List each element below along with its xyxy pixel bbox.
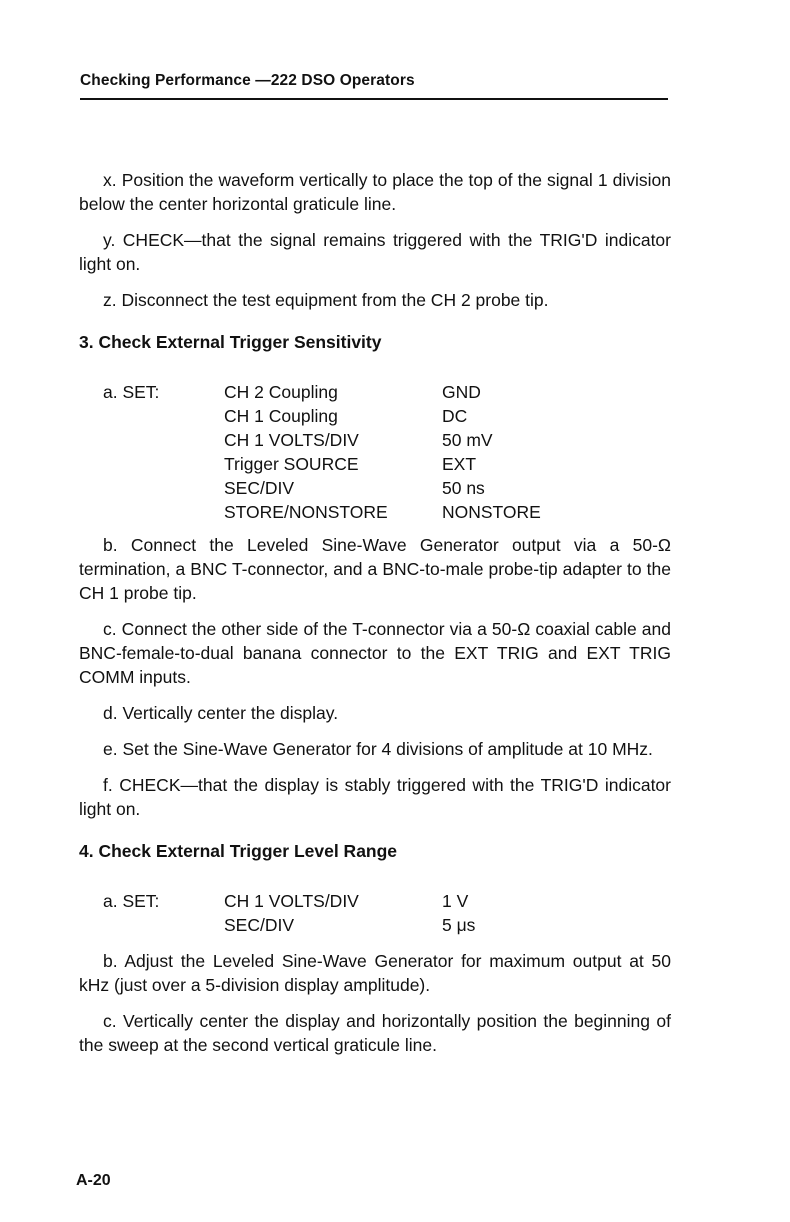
section-4-settings <box>103 889 671 937</box>
setting-param: CH 1 VOLTS/DIV <box>224 891 359 911</box>
page-content <box>79 168 671 1057</box>
setting-value: DC <box>442 406 468 426</box>
setting-value: 5 μs <box>442 915 476 935</box>
setting-param: STORE/NONSTORE <box>224 502 388 522</box>
settings-row <box>103 476 671 500</box>
step-3b: b. Connect the Leveled Sine-Wave Generator output via a 50-Ω termination, a BNC T-connector, and a BNC-to-male probe-tip adapter to the CH 1 probe tip. <box>79 535 671 603</box>
setting-param: CH 2 Coupling <box>224 382 338 402</box>
step-3c: c. Connect the other side of the T-connector via a 50-Ω coaxial cable and BNC-female-to-dual banana connector to the EXT TRIG and EXT TRIG COMM inputs. <box>79 619 671 687</box>
header-title: Checking Performance —222 DSO Operators <box>80 72 415 89</box>
settings-row <box>103 380 671 404</box>
page-number: A-20 <box>76 1172 111 1189</box>
setting-value: GND <box>442 382 481 402</box>
step-x: x. Position the waveform vertically to place the top of the signal 1 division below the center horizontal graticule line. <box>79 170 671 214</box>
setting-value: NONSTORE <box>442 502 541 522</box>
setting-value: 1 V <box>442 891 469 911</box>
settings-row <box>103 404 671 428</box>
setting-value: EXT <box>442 454 477 474</box>
step-3d: d. Vertically center the display. <box>103 703 339 723</box>
step-z: z. Disconnect the test equipment from the CH 2 probe tip. <box>103 290 549 310</box>
setting-param: SEC/DIV <box>224 915 295 935</box>
settings-row <box>103 500 671 524</box>
settings-row <box>103 428 671 452</box>
setting-param: SEC/DIV <box>224 478 295 498</box>
setting-value: 50 mV <box>442 430 493 450</box>
settings-row <box>103 452 671 476</box>
settings-row <box>103 889 671 913</box>
setting-param: CH 1 Coupling <box>224 406 338 426</box>
settings-row <box>103 913 671 937</box>
step-3f: f. CHECK—that the display is stably triggered with the TRIG'D indicator light on. <box>79 775 671 819</box>
step-4b: b. Adjust the Leveled Sine-Wave Generator for maximum output at 50 kHz (just over a 5-division display amplitude). <box>79 951 671 995</box>
setting-param: Trigger SOURCE <box>224 454 359 474</box>
step-3e: e. Set the Sine-Wave Generator for 4 divisions of amplitude at 10 MHz. <box>103 739 653 759</box>
set-label: a. SET: <box>103 891 160 911</box>
step-4c: c. Vertically center the display and horizontally position the beginning of the sweep at the second vertical graticule line. <box>79 1011 671 1055</box>
set-label: a. SET: <box>103 382 160 402</box>
section-3-settings <box>103 380 671 524</box>
step-y: y. CHECK—that the signal remains triggered with the TRIG'D indicator light on. <box>79 230 671 274</box>
setting-value: 50 ns <box>442 478 485 498</box>
section-4-heading: 4. Check External Trigger Level Range <box>79 841 398 861</box>
running-header <box>80 72 668 100</box>
section-3-heading: 3. Check External Trigger Sensitivity <box>79 332 382 352</box>
setting-param: CH 1 VOLTS/DIV <box>224 430 359 450</box>
